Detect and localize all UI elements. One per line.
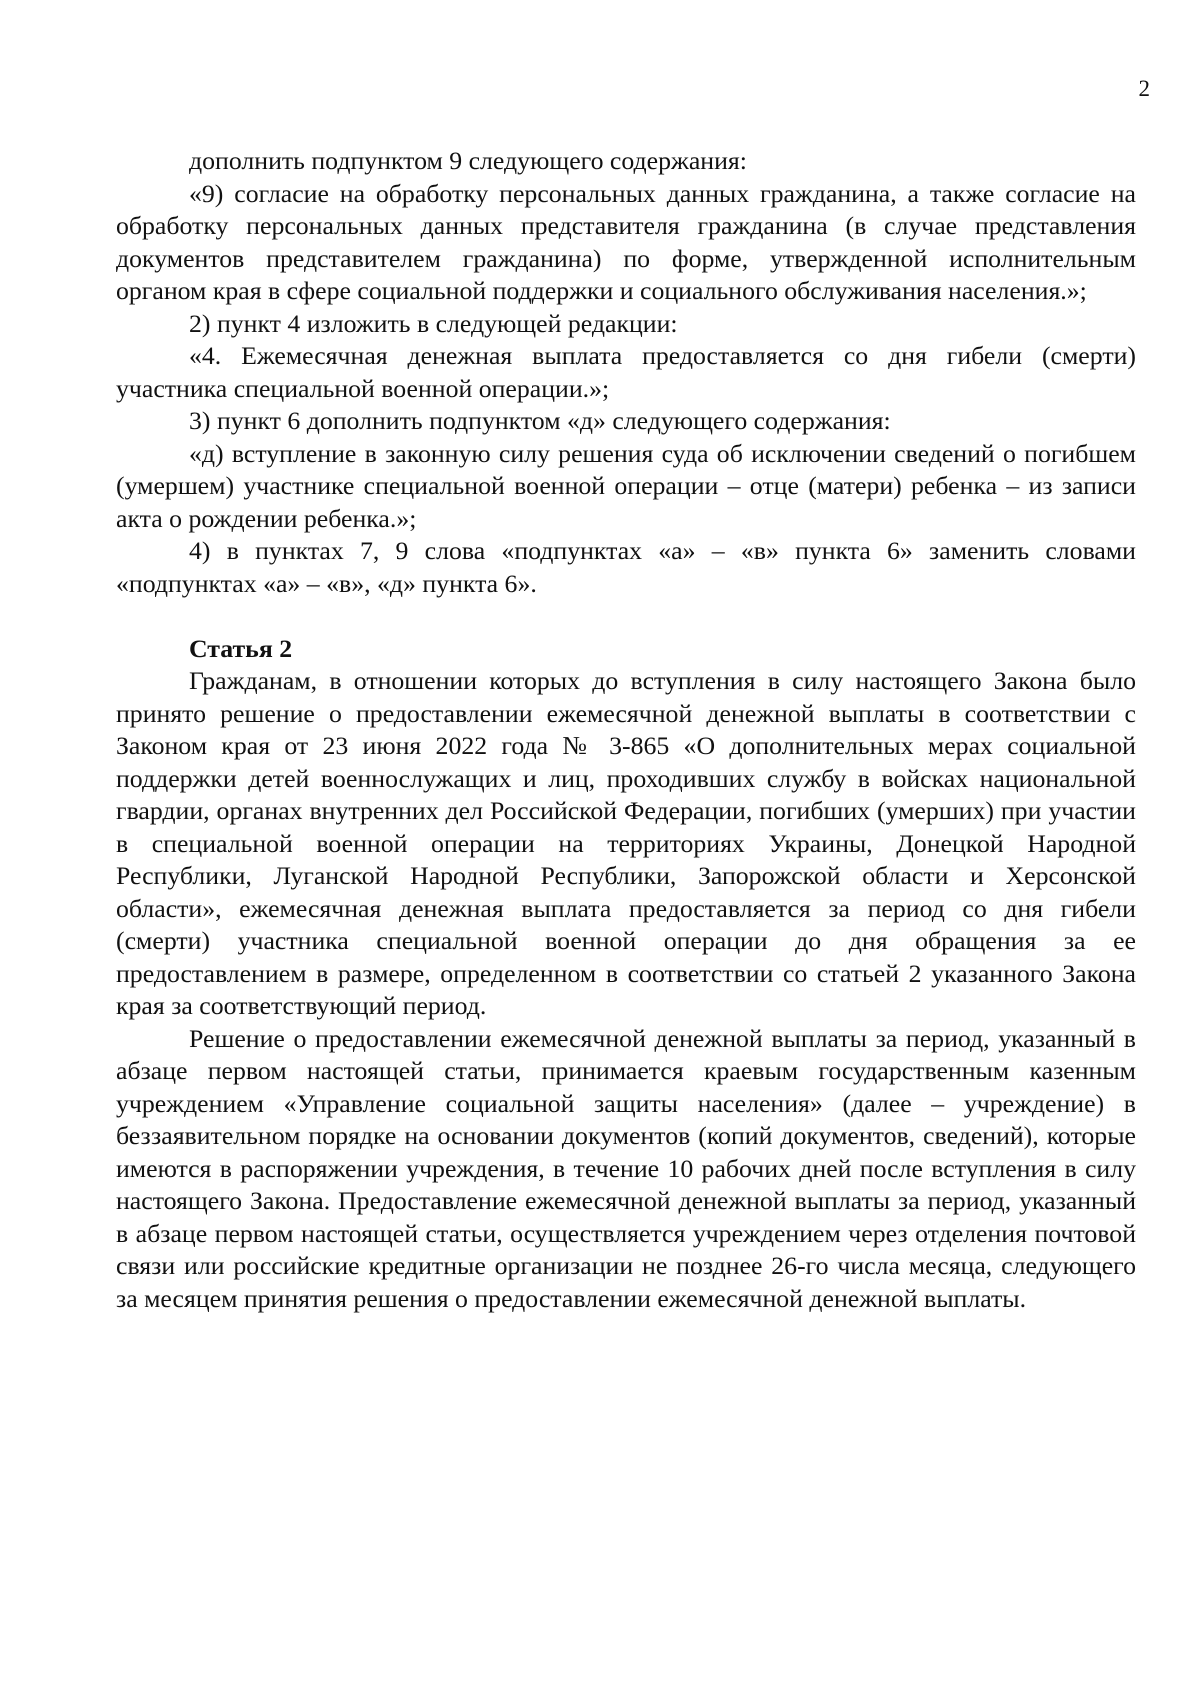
paragraph: «9) согласие на обработку персональных данных гражданина, а также согласие на обработку персональных данных представителя гражданина (в случае представления документов представителем гражданина) по форме, утвержденной исполнительным органом края в сфере социальной поддержки и социального обслуживания населения.»;	[116, 178, 1136, 305]
paragraph: Решение о предоставлении ежемесячной денежной выплаты за период, указанный в абзаце первом настоящей статьи, принимается краевым государственным казенным учреждением «Управление социальной защиты населения» (далее – учреждение) в беззаявительном порядке на основании документов (копий документов, сведений), которые имеются в распоряжении учреждения, в течение 10 рабочих дней после вступления в силу настоящего Закона. Предоставление ежемесячной денежной выплаты за период, указанный в абзаце первом настоящей статьи, осуществляется учреждением через отделения почтовой связи или российские кредитные организации не позднее 26-го числа месяца, следующего за месяцем принятия решения о предоставлении ежемесячной денежной выплаты.	[116, 1023, 1136, 1313]
paragraph: Гражданам, в отношении которых до вступления в силу настоящего Закона было принято решение о предоставлении ежемесячной денежной выплаты в соответствии с Законом края от 23 июня 2022 года № 3-865 «О дополнительных мерах социальной поддержки детей военнослужащих и лиц, проходивших службу в войсках национальной гвардии, органах внутренних дел Российской Федерации, погибших (умерших) при участии в специальной военной операции на территориях Украины, Донецкой Народной Республики, Луганской Народной Республики, Запорожской области и Херсонской области», ежемесячная денежная выплата предоставляется за период со дня гибели (смерти) участника специальной военной операции до дня обращения за ее предоставлением в размере, определенном в соответствии со статьей 2 указанного Закона края за соответствующий период.	[116, 666, 1136, 1020]
paragraph: дополнить подпунктом 9 следующего содержания:	[189, 146, 747, 175]
paragraph: «4. Ежемесячная денежная выплата предоставляется со дня гибели (смерти) участника специальной военной операции.»;	[116, 341, 1136, 403]
page-number: 2	[1138, 76, 1150, 101]
article-heading: Статья 2	[189, 633, 293, 663]
paragraph: 4) в пунктах 7, 9 слова «подпунктах «а» – «в» пункта 6» заменить словами «подпунктах «а» – «в», «д» пункта 6».	[116, 536, 1136, 598]
paragraph: 2) пункт 4 изложить в следующей редакции:	[189, 308, 678, 338]
paragraph: 3) пункт 6 дополнить подпунктом «д» следующего содержания:	[189, 406, 891, 435]
document-body	[116, 145, 1136, 1315]
paragraph: «д) вступление в законную силу решения суда об исключении сведений о погибшем (умершем) участнике специальной военной операции – отце (матери) ребенка – из записи акта о рождении ребенка.»;	[116, 438, 1136, 533]
